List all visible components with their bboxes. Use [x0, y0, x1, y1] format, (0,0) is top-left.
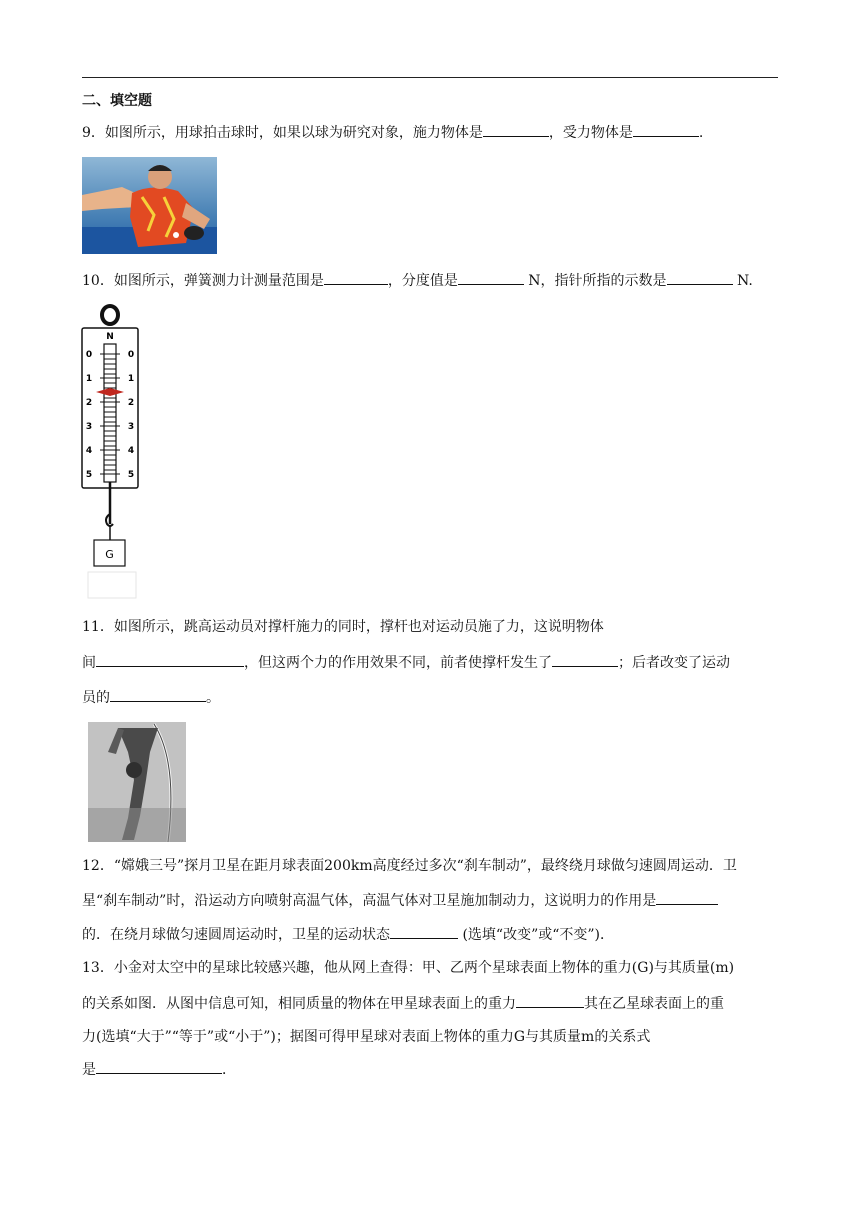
pole-vault-photo — [88, 722, 186, 842]
q9-text-1: 9．如图所示，用球拍击球时，如果以球为研究对象，施力物体是 — [82, 125, 483, 141]
q10-blank-3[interactable] — [667, 270, 733, 285]
question-12-line-3: 的．在绕月球做匀速圆周运动时，卫星的运动状态 (选填“改变”或“不变”)． — [82, 924, 614, 945]
q10-text-1: 10．如图所示，弹簧测力计测量范围是 — [82, 273, 324, 289]
svg-text:1: 1 — [127, 374, 135, 384]
question-12-line-2: 星“刹车制动”时，沿运动方向喷射高温气体，高温气体对卫星施加制动力，这说明力的作用是 — [82, 890, 718, 911]
svg-text:2: 2 — [127, 398, 135, 408]
scale-unit-label: N — [106, 332, 114, 342]
question-13-line-1: 13．小金对太空中的星球比较感兴趣，他从网上查得：甲、乙两个星球表面上物体的重力(G)与其质量(m) — [82, 960, 735, 976]
q11-blank-3[interactable] — [110, 687, 206, 702]
question-11-line-2: 间 ，但这两个力的作用效果不同，前者使撑杆发生了 ；后者改变了运动 — [82, 652, 730, 673]
q9-blank-1[interactable] — [483, 122, 549, 137]
weight-label: G — [105, 548, 114, 561]
svg-text:5: 5 — [85, 470, 93, 480]
question-9 — [82, 122, 703, 143]
svg-text:4: 4 — [85, 446, 93, 456]
top-rule — [82, 77, 778, 78]
q10-text-2: ，分度值是 — [387, 273, 458, 289]
q10-blank-1[interactable] — [324, 270, 388, 285]
svg-text:0: 0 — [85, 350, 93, 360]
q9-text-3: . — [698, 125, 704, 141]
svg-text:2: 2 — [85, 398, 93, 408]
svg-text:3: 3 — [127, 422, 135, 432]
question-12-line-1: 12．“嫦娥三号”探月卫星在距月球表面200km高度经过多次“刹车制动”，最终绕月球做匀速圆周运动．卫 — [82, 858, 737, 874]
q12-blank-1[interactable] — [656, 890, 718, 905]
question-11-line-1: 11．如图所示，跳高运动员对撑杆施力的同时，撑杆也对运动员施了力，这说明物体 — [82, 619, 604, 635]
spring-scale-figure — [80, 302, 142, 602]
q10-blank-2[interactable] — [458, 270, 524, 285]
question-11-line-3: 员的 。 — [82, 687, 220, 708]
q12-blank-2[interactable] — [390, 924, 458, 939]
table-tennis-photo — [82, 157, 217, 254]
question-13-line-4: 是 ． — [82, 1059, 236, 1080]
q13-blank-2[interactable] — [96, 1059, 222, 1074]
q13-blank-1[interactable] — [516, 993, 584, 1008]
q9-text-2: ，受力物体是 — [548, 125, 633, 141]
svg-text:3: 3 — [85, 422, 93, 432]
q10-text-3: N，指针所指的示数是 — [523, 273, 667, 289]
svg-text:0: 0 — [127, 350, 135, 360]
question-13-line-3: 力(选填“大于”“等于”或“小于”)；据图可得甲星球对表面上物体的重力G与其质量m的关系式 — [82, 1029, 651, 1045]
svg-text:5: 5 — [127, 470, 135, 480]
top-ring-icon — [102, 306, 118, 324]
question-10 — [82, 270, 753, 291]
question-13-line-2: 的关系如图．从图中信息可知，相同质量的物体在甲星球表面上的重力 其在乙星球表面上的重 — [82, 993, 724, 1014]
svg-text:4: 4 — [127, 446, 135, 456]
q9-blank-2[interactable] — [633, 122, 699, 137]
q10-text-4: N. — [732, 273, 753, 289]
svg-text:1: 1 — [85, 374, 93, 384]
q11-blank-1[interactable] — [96, 652, 244, 667]
section-title: 二、填空题 — [82, 93, 152, 109]
q11-blank-2[interactable] — [552, 652, 618, 667]
